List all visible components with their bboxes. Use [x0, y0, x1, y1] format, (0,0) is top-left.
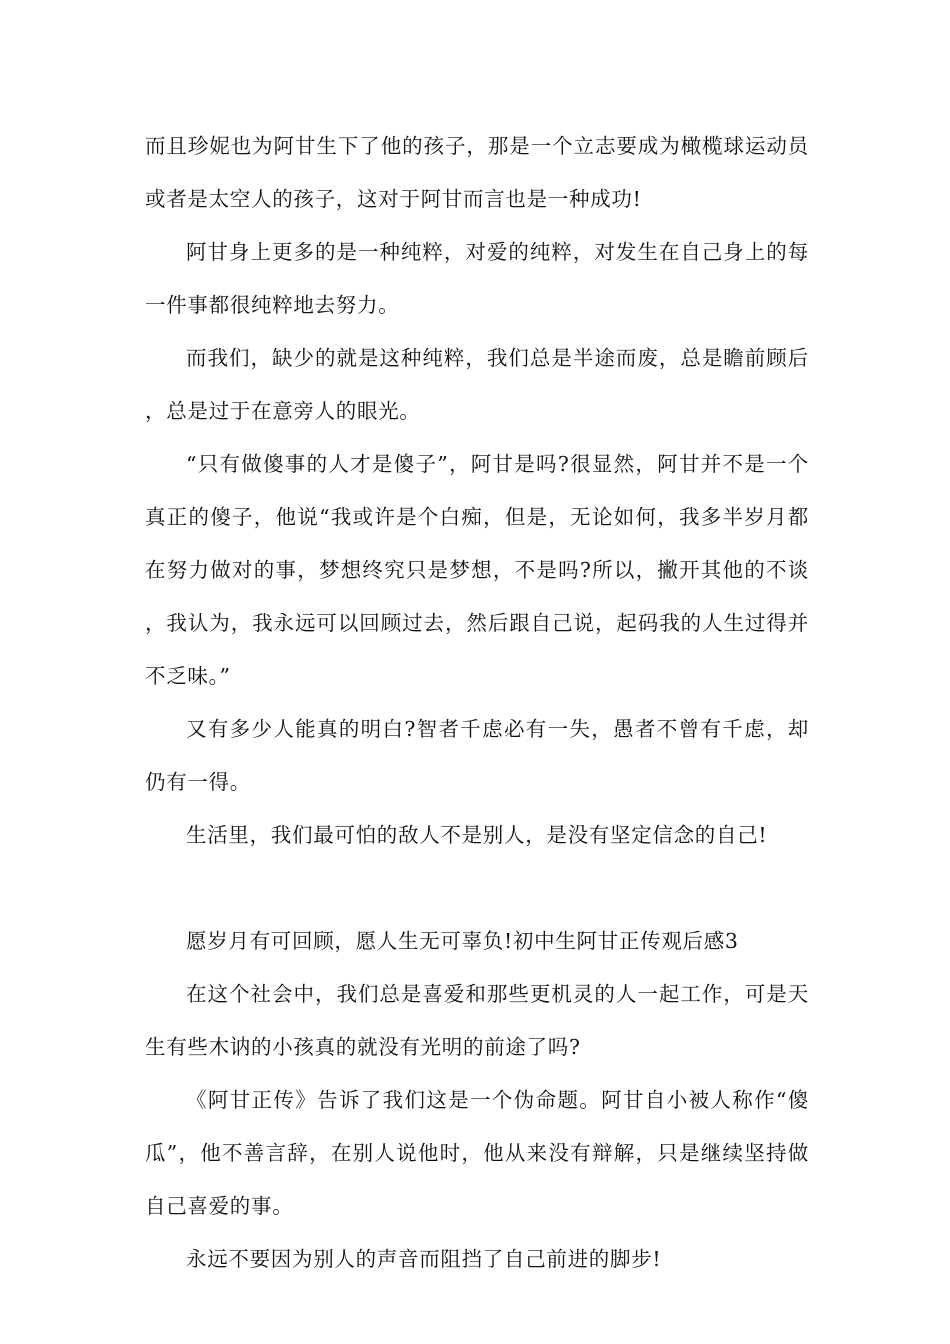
- document-body: [145, 120, 809, 1286]
- paragraph: 永远不要因为别人的声音而阻挡了自己前进的脚步!: [186, 1247, 662, 1271]
- paragraph: 又有多少人能真的明白?智者千虑必有一失，愚者不曾有千虑，却仍有一得。: [145, 717, 809, 794]
- paragraph-continuation: 而且珍妮也为阿甘生下了他的孩子，那是一个立志要成为橄榄球运动员或者是太空人的孩子，这对于阿甘而言也是一种成功!: [145, 134, 809, 211]
- paragraph: 阿甘身上更多的是一种纯粹，对爱的纯粹，对发生在自己身上的每一件事都很纯粹地去努力。: [145, 240, 809, 317]
- paragraph: “只有做傻事的人才是傻子”，阿甘是吗?很显然，阿甘并不是一个真正的傻子，他说“我或许是个白痴，但是，无论如何，我多半岁月都在努力做对的事，梦想终究只是梦想，不是吗?所以，撇开其他的不谈，我认为，我永远可以回顾过去，然后跟自己说，起码我的人生过得并不乏味。”: [145, 452, 809, 688]
- paragraph: 而我们，缺少的就是这种纯粹，我们总是半途而废，总是瞻前顾后，总是过于在意旁人的眼光。: [145, 346, 809, 423]
- paragraph: 生活里，我们最可怕的敌人不是别人，是没有坚定信念的自己!: [186, 823, 768, 847]
- paragraph: 在这个社会中，我们总是喜爱和那些更机灵的人一起工作，可是天生有些木讷的小孩真的就没有光明的前途了吗?: [145, 982, 809, 1059]
- paragraph: 《阿甘正传》告诉了我们这是一个伪命题。阿甘自小被人称作“傻瓜”，他不善言辞，在别人说他时，他从来没有辩解，只是继续坚持做自己喜爱的事。: [145, 1088, 809, 1218]
- section-gap: [145, 862, 809, 915]
- section-title: 愿岁月有可回顾，愿人生无可辜负!初中生阿甘正传观后感3: [186, 929, 739, 953]
